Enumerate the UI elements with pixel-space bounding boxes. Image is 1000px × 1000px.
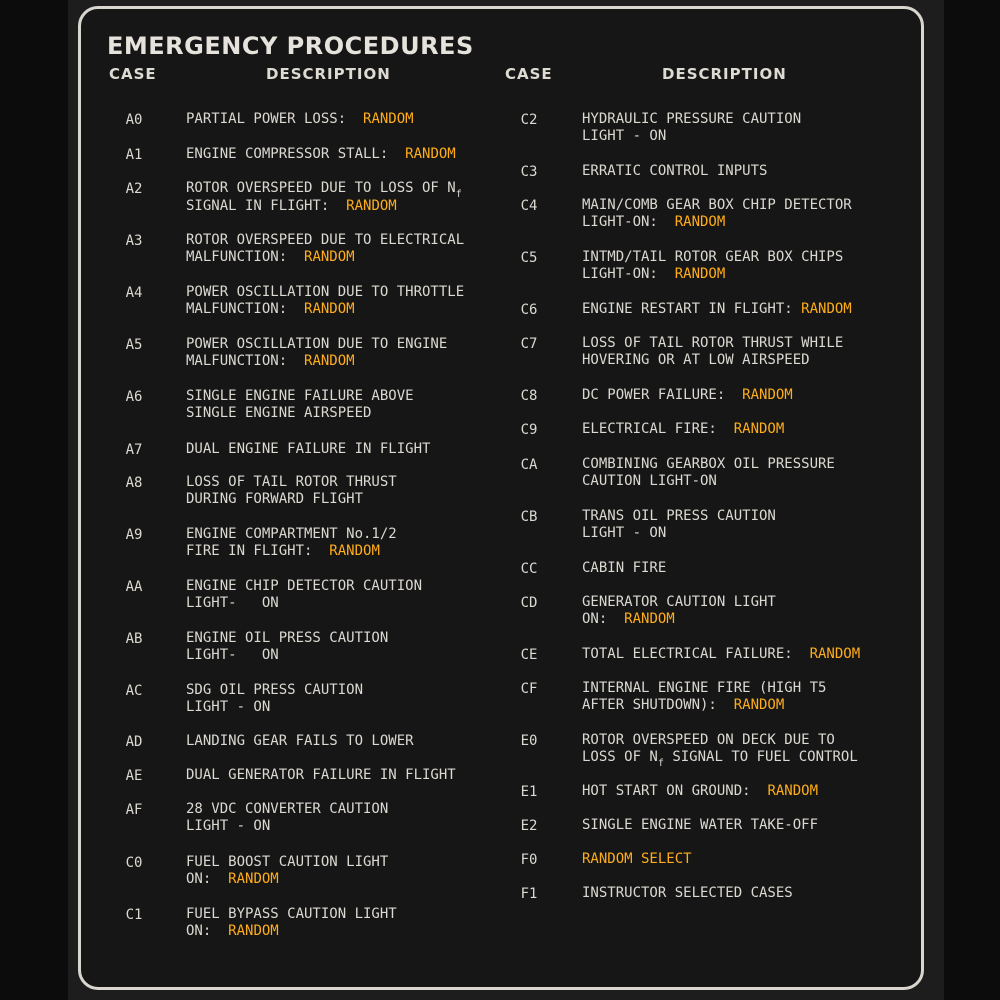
case-description <box>186 682 363 716</box>
case-description <box>186 906 397 940</box>
description-line <box>186 699 363 716</box>
description-line <box>582 611 776 628</box>
description-text: GENERATOR CAUTION LIGHT <box>582 594 776 610</box>
case-code: F1 <box>520 886 538 902</box>
description-text: LIGHT-ON: <box>582 214 675 230</box>
description-line <box>582 594 776 611</box>
description-text: AFTER SHUTDOWN): <box>582 697 734 713</box>
case-code: AB <box>125 631 143 647</box>
description-text: DUAL GENERATOR FAILURE IN FLIGHT <box>186 767 456 783</box>
description-line <box>582 749 858 767</box>
case-code: CF <box>520 681 538 697</box>
case-code: C0 <box>125 855 143 871</box>
description-text: TRANS OIL PRESS CAUTION <box>582 508 776 524</box>
case-code: A2 <box>125 181 143 197</box>
description-text: DURING FORWARD FLIGHT <box>186 491 364 507</box>
description-line <box>582 128 801 145</box>
description-line <box>186 249 464 266</box>
description-line <box>186 767 456 784</box>
description-text: LIGHT- ON <box>186 595 279 611</box>
case-description <box>186 578 422 612</box>
case-description <box>582 249 843 283</box>
description-text: ELECTRICAL FIRE: <box>582 421 734 437</box>
random-flag: RANDOM <box>624 611 675 627</box>
case-code: C1 <box>125 907 143 923</box>
description-line <box>582 163 767 180</box>
subscript-text: f <box>455 189 462 200</box>
description-line <box>582 680 826 697</box>
case-description <box>582 646 860 663</box>
description-line <box>186 733 414 750</box>
description-text: LOSS OF N <box>582 749 658 765</box>
description-line <box>582 697 826 714</box>
random-flag: RANDOM <box>733 697 785 713</box>
random-flag: RANDOM <box>329 543 380 559</box>
description-text: SINGLE ENGINE FAILURE ABOVE <box>186 388 414 404</box>
case-description <box>582 387 793 404</box>
description-text: ROTOR OVERSPEED DUE TO ELECTRICAL <box>186 232 465 248</box>
description-text: HOVERING OR AT LOW AIRSPEED <box>582 352 810 368</box>
case-header-left: CASE <box>109 65 157 83</box>
description-line <box>186 682 363 699</box>
description-line <box>186 578 422 595</box>
description-line <box>186 232 464 249</box>
description-line <box>186 146 456 163</box>
case-code: A9 <box>125 527 143 543</box>
description-line <box>186 871 388 888</box>
case-description <box>186 733 414 750</box>
description-text: FIRE IN FLIGHT: <box>186 543 330 559</box>
case-description <box>186 474 397 508</box>
random-flag: RANDOM <box>674 266 726 282</box>
description-text: ON: <box>186 923 229 939</box>
case-code: C5 <box>520 250 538 266</box>
description-line <box>582 732 858 749</box>
description-text: LIGHT - ON <box>582 525 667 541</box>
description-line <box>186 198 462 215</box>
description-line <box>186 630 388 647</box>
description-text: ENGINE OIL PRESS CAUTION <box>186 630 389 646</box>
description-line <box>582 197 852 214</box>
case-code: AD <box>125 734 143 750</box>
random-flag: RANDOM <box>733 421 785 437</box>
description-text: LIGHT- ON <box>186 647 279 663</box>
case-code: A3 <box>125 233 143 249</box>
case-description <box>186 388 414 422</box>
random-flag: RANDOM <box>363 111 414 127</box>
description-text: TOTAL ELECTRICAL FAILURE: <box>582 646 810 662</box>
description-line <box>582 508 776 525</box>
case-code: E1 <box>520 784 538 800</box>
description-text: DUAL ENGINE FAILURE IN FLIGHT <box>186 441 431 457</box>
description-text: ON: <box>582 611 625 627</box>
description-text: CAUTION LIGHT-ON <box>582 473 717 489</box>
random-flag: RANDOM SELECT <box>582 851 692 867</box>
case-header-right: CASE <box>505 65 553 83</box>
case-code: CD <box>520 595 538 611</box>
description-text: LIGHT-ON: <box>582 266 675 282</box>
description-text: ENGINE RESTART IN FLIGHT: <box>582 301 802 317</box>
case-description <box>582 732 858 767</box>
random-flag: RANDOM <box>304 301 355 317</box>
description-line <box>186 388 414 405</box>
case-description <box>582 111 801 145</box>
description-text: PARTIAL POWER LOSS: <box>186 111 364 127</box>
description-text: ERRATIC CONTROL INPUTS <box>582 163 768 179</box>
description-text: FUEL BYPASS CAUTION LIGHT <box>186 906 397 922</box>
case-description <box>582 885 793 902</box>
description-line <box>582 851 692 868</box>
case-code: C4 <box>520 198 538 214</box>
description-text: SINGLE ENGINE WATER TAKE-OFF <box>582 817 819 833</box>
case-description <box>186 146 456 163</box>
description-text: LIGHT - ON <box>582 128 667 144</box>
description-line <box>186 405 414 422</box>
description-text: ROTOR OVERSPEED DUE TO LOSS OF N <box>186 180 456 196</box>
case-code: A7 <box>125 442 143 458</box>
description-line <box>582 111 801 128</box>
case-code: F0 <box>520 852 538 868</box>
description-text: ENGINE COMPRESSOR STALL: <box>186 146 406 162</box>
random-flag: RANDOM <box>304 249 355 265</box>
description-text: SIGNAL TO FUEL CONTROL <box>663 749 858 765</box>
description-line <box>582 421 784 438</box>
case-description <box>582 163 767 180</box>
case-code: A0 <box>125 112 143 128</box>
description-text: INTERNAL ENGINE FIRE (HIGH T5 <box>582 680 827 696</box>
case-description <box>186 111 414 128</box>
description-line <box>582 473 835 490</box>
case-code: C3 <box>520 164 538 180</box>
description-text: DC POWER FAILURE: <box>582 387 743 403</box>
description-line <box>186 818 388 835</box>
case-code: AF <box>125 802 143 818</box>
random-flag: RANDOM <box>767 783 819 799</box>
case-description <box>582 783 818 800</box>
description-text: MALFUNCTION: <box>186 249 305 265</box>
case-description <box>186 180 462 215</box>
description-line <box>582 214 852 231</box>
description-line <box>186 906 397 923</box>
description-line <box>186 647 388 664</box>
description-text: CABIN FIRE <box>582 560 667 576</box>
case-description <box>186 441 430 458</box>
case-description <box>582 680 826 714</box>
description-text: SDG OIL PRESS CAUTION <box>186 682 364 698</box>
case-code: A5 <box>125 337 143 353</box>
case-code: A1 <box>125 147 143 163</box>
case-code: E2 <box>520 818 538 834</box>
case-code: C6 <box>520 302 538 318</box>
description-text: SIGNAL IN FLIGHT: <box>186 198 347 214</box>
case-code: CE <box>520 647 538 663</box>
description-line <box>186 353 447 370</box>
case-description <box>582 560 666 577</box>
description-text: LOSS OF TAIL ROTOR THRUST <box>186 474 397 490</box>
description-header-left: DESCRIPTION <box>266 65 391 83</box>
case-code: CC <box>520 561 538 577</box>
case-description <box>186 526 397 560</box>
description-line <box>186 336 447 353</box>
case-description <box>186 630 388 664</box>
random-flag: RANDOM <box>742 387 793 403</box>
description-line <box>582 352 843 369</box>
description-text: ENGINE CHIP DETECTOR CAUTION <box>186 578 423 594</box>
subscript-text: f <box>657 758 664 769</box>
description-line <box>186 801 388 818</box>
description-line <box>582 249 843 266</box>
description-text: SINGLE ENGINE AIRSPEED <box>186 405 372 421</box>
random-flag: RANDOM <box>346 198 397 214</box>
description-text: COMBINING GEARBOX OIL PRESSURE <box>582 456 835 472</box>
case-description <box>186 767 456 784</box>
description-line <box>186 543 397 560</box>
description-text: FUEL BOOST CAUTION LIGHT <box>186 854 389 870</box>
case-code: AC <box>125 683 143 699</box>
description-line <box>582 456 835 473</box>
case-code: C2 <box>520 112 538 128</box>
random-flag: RANDOM <box>809 646 861 662</box>
random-flag: RANDOM <box>801 301 852 317</box>
description-text: POWER OSCILLATION DUE TO ENGINE <box>186 336 448 352</box>
case-code: C8 <box>520 388 538 404</box>
case-description <box>582 197 852 231</box>
description-text: LIGHT - ON <box>186 818 271 834</box>
description-text: HYDRAULIC PRESSURE CAUTION <box>582 111 802 127</box>
case-code: A8 <box>125 475 143 491</box>
description-line <box>582 387 793 404</box>
case-description <box>186 232 464 266</box>
description-header-right: DESCRIPTION <box>662 65 787 83</box>
description-line <box>582 266 843 283</box>
description-line <box>582 885 793 902</box>
random-flag: RANDOM <box>304 353 355 369</box>
description-line <box>186 474 397 491</box>
description-text: MALFUNCTION: <box>186 353 305 369</box>
description-line <box>186 526 397 543</box>
random-flag: RANDOM <box>228 871 279 887</box>
case-description <box>582 421 784 438</box>
description-line <box>186 301 464 318</box>
random-flag: RANDOM <box>228 923 279 939</box>
description-text: HOT START ON GROUND: <box>582 783 768 799</box>
description-line <box>186 111 414 128</box>
case-description <box>582 301 852 318</box>
description-line <box>186 854 388 871</box>
description-line <box>582 817 818 834</box>
random-flag: RANDOM <box>674 214 726 230</box>
placard-title: EMERGENCY PROCEDURES <box>107 32 474 60</box>
description-text: ENGINE COMPARTMENT No.1/2 <box>186 526 397 542</box>
description-line <box>186 923 397 940</box>
description-line <box>582 335 843 352</box>
case-description <box>186 801 388 835</box>
description-text: MAIN/COMB GEAR BOX CHIP DETECTOR <box>582 197 852 213</box>
description-text: LIGHT - ON <box>186 699 271 715</box>
case-description <box>582 335 843 369</box>
description-line <box>582 560 666 577</box>
description-text: 28 VDC CONVERTER CAUTION <box>186 801 389 817</box>
description-line <box>186 441 430 458</box>
case-code: C7 <box>520 336 538 352</box>
case-code: AE <box>125 768 143 784</box>
case-code: C9 <box>520 422 538 438</box>
description-line <box>186 284 464 301</box>
description-text: LANDING GEAR FAILS TO LOWER <box>186 733 414 749</box>
description-line <box>582 525 776 542</box>
case-code: CA <box>520 457 538 473</box>
case-description <box>582 594 776 628</box>
description-text: INTMD/TAIL ROTOR GEAR BOX CHIPS <box>582 249 844 265</box>
case-description <box>186 854 388 888</box>
case-description <box>186 284 464 318</box>
description-text: POWER OSCILLATION DUE TO THROTTLE <box>186 284 465 300</box>
description-line <box>582 301 852 318</box>
case-code: A4 <box>125 285 143 301</box>
description-line <box>582 783 818 800</box>
case-code: CB <box>520 509 538 525</box>
case-description <box>582 456 835 490</box>
case-description <box>582 851 692 868</box>
description-text: ON: <box>186 871 229 887</box>
case-description <box>582 508 776 542</box>
description-line <box>582 646 860 663</box>
description-line <box>186 491 397 508</box>
random-flag: RANDOM <box>405 146 456 162</box>
case-code: E0 <box>520 733 538 749</box>
description-line <box>186 180 462 198</box>
case-description <box>582 817 818 834</box>
case-description <box>186 336 447 370</box>
description-line <box>186 595 422 612</box>
case-code: AA <box>125 579 143 595</box>
description-text: ROTOR OVERSPEED ON DECK DUE TO <box>582 732 835 748</box>
description-text: LOSS OF TAIL ROTOR THRUST WHILE <box>582 335 844 351</box>
case-code: A6 <box>125 389 143 405</box>
description-text: MALFUNCTION: <box>186 301 305 317</box>
description-text: INSTRUCTOR SELECTED CASES <box>582 885 793 901</box>
